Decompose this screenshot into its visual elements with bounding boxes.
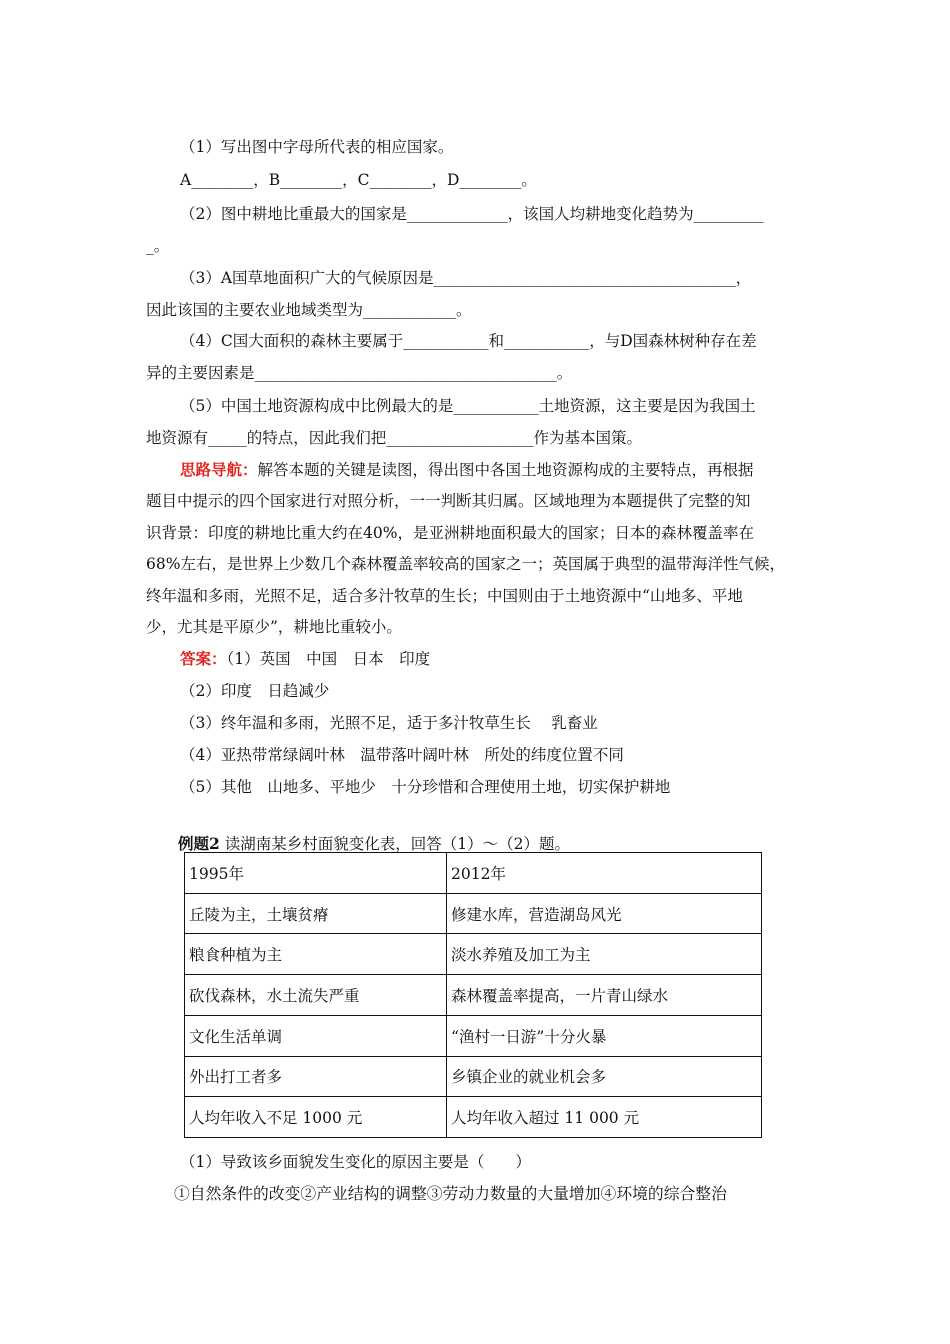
answer-5: （5）其他 山地多、平地少 十分珍惜和合理使用土地，切实保护耕地 <box>180 778 671 796</box>
table-row <box>185 1056 762 1097</box>
q2-line1: （2）图中耕地比重最大的国家是_____________，该国人均耕地变化趋势为_________ <box>180 205 764 223</box>
table-cell: 文化生活单调 <box>185 1015 447 1056</box>
analysis-text-1: 解答本题的关键是读图，得出图中各国土地资源构成的主要特点，再根据 <box>257 461 754 479</box>
q1-blanks: A________，B________，C________，D________。 <box>180 171 537 189</box>
example2-heading <box>178 834 570 854</box>
table-header-row <box>185 853 762 894</box>
analysis-line1 <box>180 460 754 480</box>
table-row <box>185 975 762 1016</box>
table-cell: 粮食种植为主 <box>185 934 447 975</box>
answer-2: （2）印度 日趋减少 <box>180 682 330 700</box>
village-change-table <box>184 852 762 1138</box>
answer-4: （4）亚热带常绿阔叶林 温带落叶阔叶林 所处的纬度位置不同 <box>180 746 624 764</box>
table-header: 2012年 <box>447 853 762 894</box>
q3-line2: 因此该国的主要农业地域类型为____________。 <box>146 301 472 319</box>
q5-line1: （5）中国土地资源构成中比例最大的是___________土地资源，这主要是因为我国土 <box>180 397 756 415</box>
analysis-line6: 少，尤其是平原少”，耕地比重较小。 <box>146 618 402 636</box>
answer-label: 答案： <box>180 649 227 668</box>
table-cell: 外出打工者多 <box>185 1056 447 1097</box>
example2-text: 读湖南某乡村面貌变化表，回答（1）～（2）题。 <box>219 835 570 853</box>
table-cell: 人均年收入不足 1000 元 <box>185 1097 447 1138</box>
q2-line2: _。 <box>146 237 170 255</box>
analysis-line3: 识背景：印度的耕地比重大约在40%，是亚洲耕地面积最大的国家；日本的森林覆盖率在 <box>146 524 754 542</box>
table-cell: 砍伐森林，水土流失严重 <box>185 975 447 1016</box>
q3-line1: （3）A国草地面积广大的气候原因是_______________________________________， <box>180 269 752 287</box>
table-cell: 淡水养殖及加工为主 <box>447 934 762 975</box>
table-row <box>185 1015 762 1056</box>
table-cell: 修建水库，营造湖岛风光 <box>447 893 762 934</box>
table-row <box>185 893 762 934</box>
q5-line2: 地资源有_____的特点，因此我们把___________________作为基本国策。 <box>146 429 643 447</box>
table-row <box>185 934 762 975</box>
q1-text: （1）写出图中字母所代表的相应国家。 <box>180 138 454 156</box>
q4-line1: （4）C国大面积的森林主要属于___________和___________，与D国森林树种存在差 <box>180 332 757 350</box>
table-cell: “渔村一日游”十分火暴 <box>447 1015 762 1056</box>
answer-1: （1）英国 中国 日本 印度 <box>226 650 431 668</box>
table-cell: 人均年收入超过 11 000 元 <box>447 1097 762 1138</box>
analysis-line5: 终年温和多雨，光照不足，适合多汁牧草的生长；中国则由于土地资源中“山地多、平地 <box>146 587 743 605</box>
answer-3: （3）终年温和多雨，光照不足，适于多汁牧草生长 乳畜业 <box>180 714 598 732</box>
example2-label: 例题2 <box>178 834 220 853</box>
example2-q1: （1）导致该乡面貌发生变化的原因主要是（ ） <box>180 1153 531 1171</box>
analysis-line2: 题目中提示的四个国家进行对照分析，一一判断其归属。区域地理为本题提供了完整的知 <box>146 492 751 510</box>
table-cell: 森林覆盖率提高，一片青山绿水 <box>447 975 762 1016</box>
example2-options: ①自然条件的改变②产业结构的调整③劳动力数量的大量增加④环境的综合整治 <box>174 1184 727 1203</box>
q4-line2: 异的主要因素是_______________________________________。 <box>146 364 573 382</box>
analysis-label: 思路导航： <box>180 460 258 479</box>
table-cell: 丘陵为主，土壤贫瘠 <box>185 893 447 934</box>
table-header: 1995年 <box>185 853 447 894</box>
answer-line1 <box>180 649 430 669</box>
table-cell: 乡镇企业的就业机会多 <box>447 1056 762 1097</box>
analysis-line4: 68%左右，是世界上少数几个森林覆盖率较高的国家之一；英国属于典型的温带海洋性气候， <box>146 555 785 573</box>
table-row <box>185 1097 762 1138</box>
